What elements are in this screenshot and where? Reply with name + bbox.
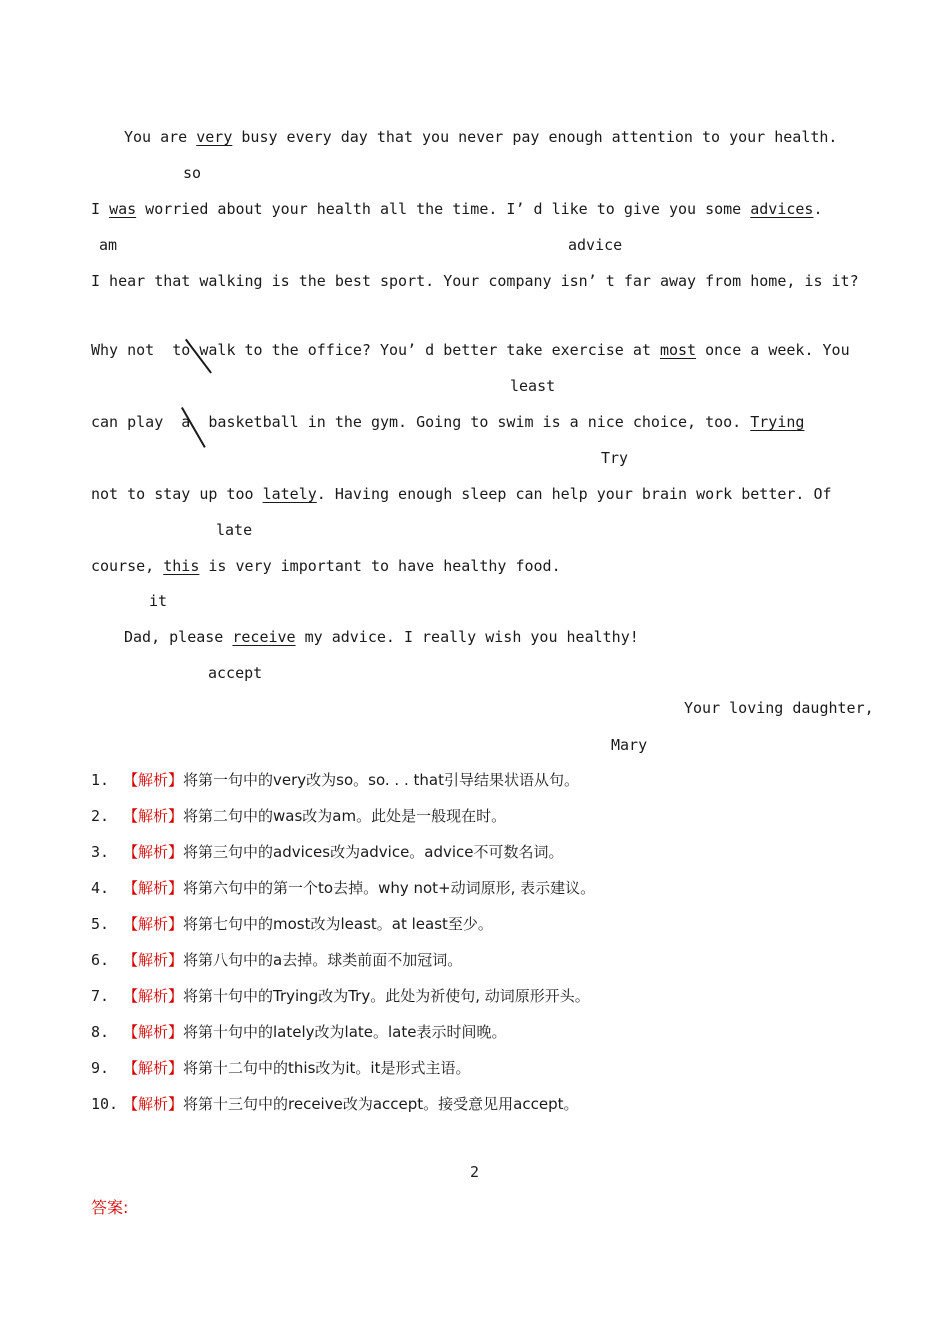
explanation-text: 将第一句中的very改为so。so. . . that引导结果状语从句。 xyxy=(183,771,579,789)
analysis-tag: 【解析】 xyxy=(123,915,184,933)
analysis-tag: 【解析】 xyxy=(123,771,184,789)
analysis-tag: 【解析】 xyxy=(123,987,184,1005)
item-number: 3. xyxy=(91,843,110,861)
analysis-tag: 【解析】 xyxy=(123,807,184,825)
text: . Having enough sleep can help your brain work better. Of xyxy=(316,485,832,503)
item-number: 4. xyxy=(91,879,110,897)
explanation-text: 将第二句中的was改为am。此处是一般现在时。 xyxy=(183,807,507,825)
letter-line-1 xyxy=(124,128,837,146)
explanation-item xyxy=(91,987,590,1005)
explanation-text: 将第六句中的第一个to去掉。why not+动词原形, 表示建议。 xyxy=(183,879,596,897)
error-word: this xyxy=(163,557,200,575)
letter-line-4 xyxy=(91,341,850,359)
error-word: receive xyxy=(232,628,296,646)
correction-9: it xyxy=(149,592,168,610)
explanation-item xyxy=(91,1095,578,1113)
correction-7: Try xyxy=(601,449,629,467)
error-word: Trying xyxy=(750,413,805,431)
explanation-text: 将第七句中的most改为least。at least至少。 xyxy=(183,915,493,933)
text: is very important to have healthy food. xyxy=(199,557,561,575)
letter-line-2 xyxy=(91,200,823,218)
letter-line-8 xyxy=(124,628,639,646)
error-word: very xyxy=(196,128,233,146)
explanation-item xyxy=(91,807,506,825)
text: course, xyxy=(91,557,164,575)
error-word: was xyxy=(109,200,137,218)
page-number: 2 xyxy=(470,1163,480,1181)
explanation-item xyxy=(91,951,462,969)
explanation-text: 将第十句中的lately改为late。late表示时间晚。 xyxy=(183,1023,507,1041)
item-number: 5. xyxy=(91,915,110,933)
correction-1: so xyxy=(183,164,202,182)
explanation-item xyxy=(91,879,595,897)
explanation-item xyxy=(91,1023,506,1041)
text: Dad, please xyxy=(124,628,233,646)
letter-line-5 xyxy=(91,413,804,431)
explanation-item xyxy=(91,915,493,933)
item-number: 6. xyxy=(91,951,110,969)
item-number: 1. xyxy=(91,771,110,789)
analysis-tag: 【解析】 xyxy=(123,1095,184,1113)
explanation-text: 将第十三句中的receive改为accept。接受意见用accept。 xyxy=(183,1095,579,1113)
text: once a week. You xyxy=(696,341,850,359)
explanation-text: 将第三句中的advices改为advice。advice不可数名词。 xyxy=(183,843,564,861)
text: busy every day that you never pay enough attention to your health. xyxy=(232,128,838,146)
explanation-text: 将第八句中的a去掉。球类前面不加冠词。 xyxy=(183,951,463,969)
text: You are xyxy=(124,128,197,146)
explanation-item xyxy=(91,771,579,789)
text: Why not to walk to the office? You’ d better take exercise at xyxy=(91,341,660,359)
letter-closing: Your loving daughter, xyxy=(684,699,874,717)
analysis-tag: 【解析】 xyxy=(123,1023,184,1041)
item-number: 8. xyxy=(91,1023,110,1041)
text: worried about your health all the time. I’ d like to give you some xyxy=(136,200,751,218)
correction-10: accept xyxy=(208,664,263,682)
explanation-text: 将第十句中的Trying改为Try。此处为祈使句, 动词原形开头。 xyxy=(183,987,590,1005)
analysis-tag: 【解析】 xyxy=(123,951,184,969)
analysis-tag: 【解析】 xyxy=(123,1059,184,1077)
item-number: 2. xyxy=(91,807,110,825)
text: can play a basketball in the gym. Going to swim is a nice choice, too. xyxy=(91,413,751,431)
explanation-item xyxy=(91,1059,471,1077)
text: my advice. I really wish you healthy! xyxy=(295,628,639,646)
error-word: advices xyxy=(750,200,814,218)
letter-signature: Mary xyxy=(611,736,648,754)
correction-2: am xyxy=(99,236,118,254)
letter-line-6 xyxy=(91,485,832,503)
analysis-tag: 【解析】 xyxy=(123,843,184,861)
explanation-text: 将第十二句中的this改为it。it是形式主语。 xyxy=(183,1059,471,1077)
correction-8: late xyxy=(216,521,253,539)
text: not to stay up too xyxy=(91,485,263,503)
letter-line-3: I hear that walking is the best sport. Your company isn’ t far away from home, is it? xyxy=(91,272,859,290)
analysis-tag: 【解析】 xyxy=(123,879,184,897)
text: . xyxy=(813,200,823,218)
letter-line-7 xyxy=(91,557,561,575)
error-word: lately xyxy=(262,485,317,503)
answer-label: 答案: xyxy=(91,1198,129,1217)
item-number: 7. xyxy=(91,987,110,1005)
text: I xyxy=(91,200,110,218)
error-word: most xyxy=(659,341,697,359)
item-number: 9. xyxy=(91,1059,110,1077)
explanation-item xyxy=(91,843,564,861)
item-number: 10. xyxy=(91,1095,119,1113)
correction-3: advice xyxy=(568,236,623,254)
correction-5: least xyxy=(510,377,556,395)
